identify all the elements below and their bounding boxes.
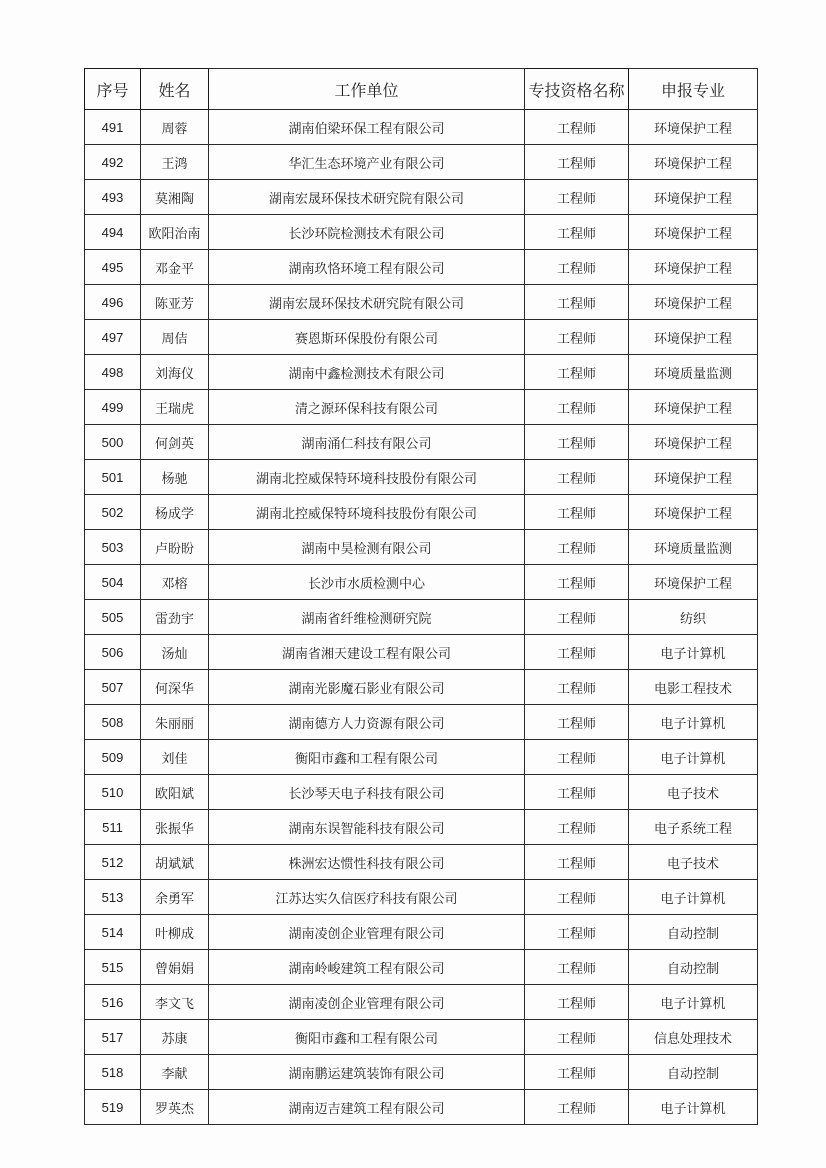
table-row <box>85 530 758 565</box>
cell-seq: 495 <box>85 250 141 285</box>
cell-seq: 500 <box>85 425 141 460</box>
cell-name: 莫湘陶 <box>141 180 209 215</box>
cell-seq: 496 <box>85 285 141 320</box>
cell-name: 胡斌斌 <box>141 845 209 880</box>
table-row <box>85 180 758 215</box>
table-row <box>85 705 758 740</box>
table-row <box>85 460 758 495</box>
cell-name: 卢盼盼 <box>141 530 209 565</box>
cell-qualification: 工程师 <box>525 215 629 250</box>
table-body <box>85 110 758 1125</box>
cell-name: 何剑英 <box>141 425 209 460</box>
table-row <box>85 775 758 810</box>
table-row <box>85 145 758 180</box>
table-row <box>85 355 758 390</box>
cell-unit: 长沙琴天电子科技有限公司 <box>209 775 525 810</box>
cell-qualification: 工程师 <box>525 985 629 1020</box>
cell-unit: 长沙市水质检测中心 <box>209 565 525 600</box>
cell-name: 叶柳成 <box>141 915 209 950</box>
cell-unit: 湖南北控威保特环境科技股份有限公司 <box>209 495 525 530</box>
cell-name: 刘佳 <box>141 740 209 775</box>
table-row <box>85 1090 758 1125</box>
cell-seq: 494 <box>85 215 141 250</box>
header-seq: 序号 <box>85 69 141 110</box>
cell-qualification: 工程师 <box>525 460 629 495</box>
cell-major: 环境保护工程 <box>629 460 758 495</box>
cell-name: 邓金平 <box>141 250 209 285</box>
cell-seq: 501 <box>85 460 141 495</box>
cell-unit: 长沙环院检测技术有限公司 <box>209 215 525 250</box>
cell-seq: 491 <box>85 110 141 145</box>
cell-name: 朱丽丽 <box>141 705 209 740</box>
cell-qualification: 工程师 <box>525 810 629 845</box>
cell-name: 周佶 <box>141 320 209 355</box>
cell-major: 电子计算机 <box>629 880 758 915</box>
cell-qualification: 工程师 <box>525 355 629 390</box>
cell-name: 杨成学 <box>141 495 209 530</box>
cell-name: 罗英杰 <box>141 1090 209 1125</box>
cell-major: 环境保护工程 <box>629 495 758 530</box>
cell-qualification: 工程师 <box>525 880 629 915</box>
cell-qualification: 工程师 <box>525 705 629 740</box>
cell-unit: 江苏达实久信医疗科技有限公司 <box>209 880 525 915</box>
header-major: 申报专业 <box>629 69 758 110</box>
cell-unit: 湖南东误智能科技有限公司 <box>209 810 525 845</box>
cell-seq: 504 <box>85 565 141 600</box>
cell-seq: 508 <box>85 705 141 740</box>
header-row <box>85 69 758 110</box>
table-row <box>85 565 758 600</box>
cell-major: 环境保护工程 <box>629 145 758 180</box>
cell-seq: 515 <box>85 950 141 985</box>
cell-seq: 498 <box>85 355 141 390</box>
cell-major: 电子系统工程 <box>629 810 758 845</box>
cell-name: 邓榕 <box>141 565 209 600</box>
cell-unit: 湖南岭峻建筑工程有限公司 <box>209 950 525 985</box>
table-row <box>85 215 758 250</box>
table-row <box>85 495 758 530</box>
cell-name: 何深华 <box>141 670 209 705</box>
cell-qualification: 工程师 <box>525 845 629 880</box>
cell-qualification: 工程师 <box>525 390 629 425</box>
cell-major: 电子技术 <box>629 775 758 810</box>
cell-unit: 湖南玖恪环境工程有限公司 <box>209 250 525 285</box>
cell-name: 欧阳斌 <box>141 775 209 810</box>
cell-unit: 湖南宏晟环保技术研究院有限公司 <box>209 180 525 215</box>
cell-major: 环境保护工程 <box>629 180 758 215</box>
cell-qualification: 工程师 <box>525 635 629 670</box>
cell-qualification: 工程师 <box>525 565 629 600</box>
cell-qualification: 工程师 <box>525 915 629 950</box>
cell-qualification: 工程师 <box>525 1055 629 1090</box>
cell-seq: 518 <box>85 1055 141 1090</box>
cell-unit: 湖南涌仁科技有限公司 <box>209 425 525 460</box>
cell-seq: 510 <box>85 775 141 810</box>
header-unit: 工作单位 <box>209 69 525 110</box>
cell-name: 陈亚芳 <box>141 285 209 320</box>
cell-name: 余勇军 <box>141 880 209 915</box>
cell-major: 环境保护工程 <box>629 110 758 145</box>
cell-name: 李献 <box>141 1055 209 1090</box>
cell-unit: 湖南省湘天建设工程有限公司 <box>209 635 525 670</box>
cell-unit: 衡阳市鑫和工程有限公司 <box>209 1020 525 1055</box>
cell-name: 苏康 <box>141 1020 209 1055</box>
table-row <box>85 915 758 950</box>
cell-name: 王瑞虎 <box>141 390 209 425</box>
table-row <box>85 250 758 285</box>
cell-unit: 衡阳市鑫和工程有限公司 <box>209 740 525 775</box>
table-row <box>85 740 758 775</box>
cell-qualification: 工程师 <box>525 425 629 460</box>
cell-unit: 湖南凌创企业管理有限公司 <box>209 915 525 950</box>
cell-seq: 505 <box>85 600 141 635</box>
cell-unit: 赛恩斯环保股份有限公司 <box>209 320 525 355</box>
cell-qualification: 工程师 <box>525 670 629 705</box>
table-row <box>85 950 758 985</box>
cell-unit: 湖南光影魔石影业有限公司 <box>209 670 525 705</box>
cell-qualification: 工程师 <box>525 145 629 180</box>
cell-major: 环境保护工程 <box>629 285 758 320</box>
table-row <box>85 635 758 670</box>
table-row <box>85 880 758 915</box>
cell-major: 电子计算机 <box>629 1090 758 1125</box>
header-qualification: 专技资格名称 <box>525 69 629 110</box>
cell-unit: 湖南德方人力资源有限公司 <box>209 705 525 740</box>
cell-major: 环境质量监测 <box>629 355 758 390</box>
cell-unit: 清之源环保科技有限公司 <box>209 390 525 425</box>
cell-name: 汤灿 <box>141 635 209 670</box>
cell-name: 杨驰 <box>141 460 209 495</box>
cell-qualification: 工程师 <box>525 1090 629 1125</box>
cell-seq: 519 <box>85 1090 141 1125</box>
cell-seq: 511 <box>85 810 141 845</box>
cell-name: 周蓉 <box>141 110 209 145</box>
cell-major: 电子计算机 <box>629 705 758 740</box>
cell-unit: 湖南省纤维检测研究院 <box>209 600 525 635</box>
table-row <box>85 110 758 145</box>
cell-seq: 513 <box>85 880 141 915</box>
cell-name: 王鸿 <box>141 145 209 180</box>
table-row <box>85 600 758 635</box>
cell-major: 电子计算机 <box>629 985 758 1020</box>
cell-seq: 512 <box>85 845 141 880</box>
cell-unit: 湖南凌创企业管理有限公司 <box>209 985 525 1020</box>
cell-name: 曾娟娟 <box>141 950 209 985</box>
table-row <box>85 810 758 845</box>
cell-seq: 499 <box>85 390 141 425</box>
qualification-roster-table <box>84 68 758 1125</box>
cell-major: 信息处理技术 <box>629 1020 758 1055</box>
cell-seq: 502 <box>85 495 141 530</box>
cell-major: 环境保护工程 <box>629 320 758 355</box>
cell-seq: 506 <box>85 635 141 670</box>
cell-name: 张振华 <box>141 810 209 845</box>
cell-seq: 514 <box>85 915 141 950</box>
cell-seq: 507 <box>85 670 141 705</box>
cell-major: 电子计算机 <box>629 740 758 775</box>
cell-seq: 516 <box>85 985 141 1020</box>
table-row <box>85 1055 758 1090</box>
cell-major: 电影工程技术 <box>629 670 758 705</box>
cell-seq: 492 <box>85 145 141 180</box>
cell-name: 刘海仪 <box>141 355 209 390</box>
cell-qualification: 工程师 <box>525 775 629 810</box>
table-row <box>85 285 758 320</box>
cell-major: 环境保护工程 <box>629 565 758 600</box>
cell-major: 电子技术 <box>629 845 758 880</box>
cell-qualification: 工程师 <box>525 320 629 355</box>
cell-seq: 493 <box>85 180 141 215</box>
cell-qualification: 工程师 <box>525 285 629 320</box>
cell-seq: 497 <box>85 320 141 355</box>
table-header <box>85 69 758 110</box>
cell-major: 环境保护工程 <box>629 215 758 250</box>
cell-qualification: 工程师 <box>525 600 629 635</box>
cell-major: 环境保护工程 <box>629 250 758 285</box>
cell-qualification: 工程师 <box>525 495 629 530</box>
cell-unit: 湖南中昊检测有限公司 <box>209 530 525 565</box>
cell-qualification: 工程师 <box>525 950 629 985</box>
cell-major: 自动控制 <box>629 950 758 985</box>
cell-seq: 503 <box>85 530 141 565</box>
cell-major: 自动控制 <box>629 1055 758 1090</box>
cell-qualification: 工程师 <box>525 250 629 285</box>
cell-major: 电子计算机 <box>629 635 758 670</box>
cell-unit: 株洲宏达惯性科技有限公司 <box>209 845 525 880</box>
table-row <box>85 390 758 425</box>
cell-qualification: 工程师 <box>525 1020 629 1055</box>
cell-unit: 湖南鹏运建筑装饰有限公司 <box>209 1055 525 1090</box>
cell-qualification: 工程师 <box>525 110 629 145</box>
cell-qualification: 工程师 <box>525 180 629 215</box>
table-row <box>85 670 758 705</box>
cell-qualification: 工程师 <box>525 740 629 775</box>
cell-name: 李文飞 <box>141 985 209 1020</box>
cell-major: 环境质量监测 <box>629 530 758 565</box>
cell-unit: 湖南北控威保特环境科技股份有限公司 <box>209 460 525 495</box>
cell-major: 自动控制 <box>629 915 758 950</box>
cell-name: 欧阳治南 <box>141 215 209 250</box>
cell-name: 雷劲宇 <box>141 600 209 635</box>
cell-unit: 湖南中鑫检测技术有限公司 <box>209 355 525 390</box>
table-row <box>85 425 758 460</box>
header-name: 姓名 <box>141 69 209 110</box>
cell-unit: 湖南宏晟环保技术研究院有限公司 <box>209 285 525 320</box>
cell-unit: 湖南伯梁环保工程有限公司 <box>209 110 525 145</box>
cell-seq: 517 <box>85 1020 141 1055</box>
cell-major: 环境保护工程 <box>629 390 758 425</box>
cell-unit: 湖南迈吉建筑工程有限公司 <box>209 1090 525 1125</box>
table-row <box>85 845 758 880</box>
cell-major: 环境保护工程 <box>629 425 758 460</box>
table-row <box>85 1020 758 1055</box>
cell-seq: 509 <box>85 740 141 775</box>
cell-major: 纺织 <box>629 600 758 635</box>
cell-unit: 华汇生态环境产业有限公司 <box>209 145 525 180</box>
table-row <box>85 985 758 1020</box>
table-row <box>85 320 758 355</box>
cell-qualification: 工程师 <box>525 530 629 565</box>
